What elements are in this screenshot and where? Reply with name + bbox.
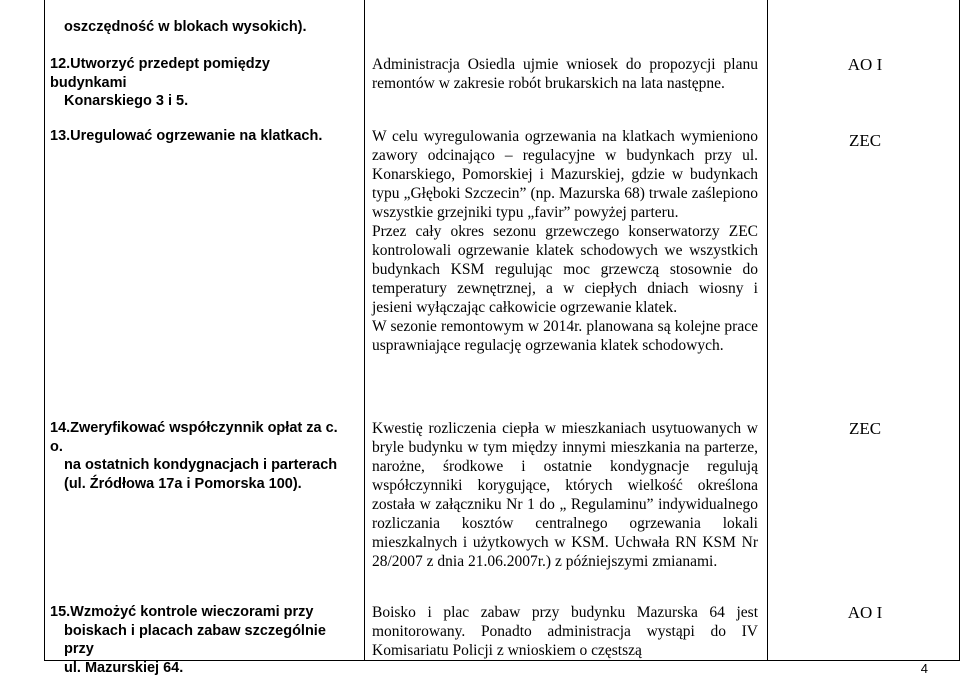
row-15-description bbox=[372, 603, 758, 660]
row-15-responsible: AO I bbox=[847, 603, 883, 622]
page-number: 4 bbox=[920, 661, 928, 676]
row-14-description-paragraph: Kwestię rozliczenia ciepła w mieszkaniach usytuowanych w bryle budynku w tym między innymi mieszkania na parterze, narożne, środkowe i ostatnie kondygnacje regulują współczynniki korygujące, których wielkość określona została w załączniku Nr 1 do „ Regulaminu” indywidualnego rozliczania kosztów centralnego ogrzewania lokali mieszkalnych i użytkowych w KSM. Uchwała RN KSM Nr 28/2007 z dnia 21.06.2007r.) z późniejszymi zmianami. bbox=[372, 420, 758, 570]
row-14-description bbox=[372, 419, 758, 571]
row-12-title-line-2: Konarskiego 3 i 5. bbox=[64, 93, 189, 109]
table-border-left bbox=[44, 0, 45, 661]
row-12-description-paragraph: Administracja Osiedla ujmie wniosek do propozycji planu remontów w zakresie robót brukarskich na lata następne. bbox=[372, 56, 758, 92]
row-15-title bbox=[50, 603, 350, 677]
row-0-title bbox=[50, 18, 350, 37]
row-15-title-line-3: ul. Mazurskiej 64. bbox=[64, 659, 184, 676]
row-14-title-line-3: (ul. Źródłowa 17a i Pomorska 100). bbox=[64, 475, 302, 492]
row-13-responsible: ZEC bbox=[848, 131, 882, 150]
row-12-responsible: AO I bbox=[847, 55, 883, 74]
row-12-title-line-1: 12.Utworzyć przedept pomiędzy budynkami bbox=[50, 56, 270, 91]
row-13-title bbox=[50, 127, 350, 146]
row-15-title-line-2: boiskach i placach zabaw szczególnie przy bbox=[64, 622, 326, 657]
row-15-title-line-1: 15.Wzmożyć kontrole wieczorami przy bbox=[50, 604, 314, 620]
row-12-title bbox=[50, 55, 350, 111]
row-12-description bbox=[372, 55, 758, 93]
row-14-title-line-2: na ostatnich kondygnacjach i parterach bbox=[64, 457, 338, 473]
row-15-description-paragraph: Boisko i plac zabaw przy budynku Mazurska 64 jest monitorowany. Ponadto administracja wystąpi do IV Komisariatu Policji z wnioskiem o częstszą bbox=[372, 604, 758, 659]
row-13-title-line-1: 13.Uregulować ogrzewanie na klatkach. bbox=[50, 128, 323, 144]
column-divider-2 bbox=[767, 0, 768, 661]
row-14-title-line-1: 14.Zweryfikować współczynnik opłat za c. o. bbox=[50, 420, 338, 455]
column-divider-1 bbox=[364, 0, 365, 661]
row-0-title-line-1: oszczędność w blokach wysokich). bbox=[64, 19, 307, 35]
row-13-description bbox=[372, 127, 758, 355]
row-14-responsible: ZEC bbox=[848, 419, 882, 438]
row-14-title bbox=[50, 419, 350, 493]
row-13-description-paragraph-1: W celu wyregulowania ogrzewania na klatkach wymieniono zawory odcinająco – regulacyjne w budynkach przy ul. Konarskiego, Pomorskiej i Mazurskiej, gdzie w budynkach typu „Głęboki Szczecin” (np. Mazurska 68) trwale zaślepiono wszystkie grzejniki typu „favir” powyżej parteru. bbox=[372, 128, 758, 221]
row-13-description-paragraph-2: Przez cały okres sezonu grzewczego konserwatorzy ZEC kontrolowali ogrzewanie klatek schodowych we wszystkich budynkach KSM regulując moc grzewczą stosownie do temperatury zewnętrznej, a w ciepłych dniach wiosny i jesieni wyłączając całkowicie ogrzewanie klatek. bbox=[372, 223, 758, 316]
row-13-description-paragraph-3: W sezonie remontowym w 2014r. planowana są kolejne prace usprawniające regulację ogrzewania klatek schodowych. bbox=[372, 318, 758, 354]
